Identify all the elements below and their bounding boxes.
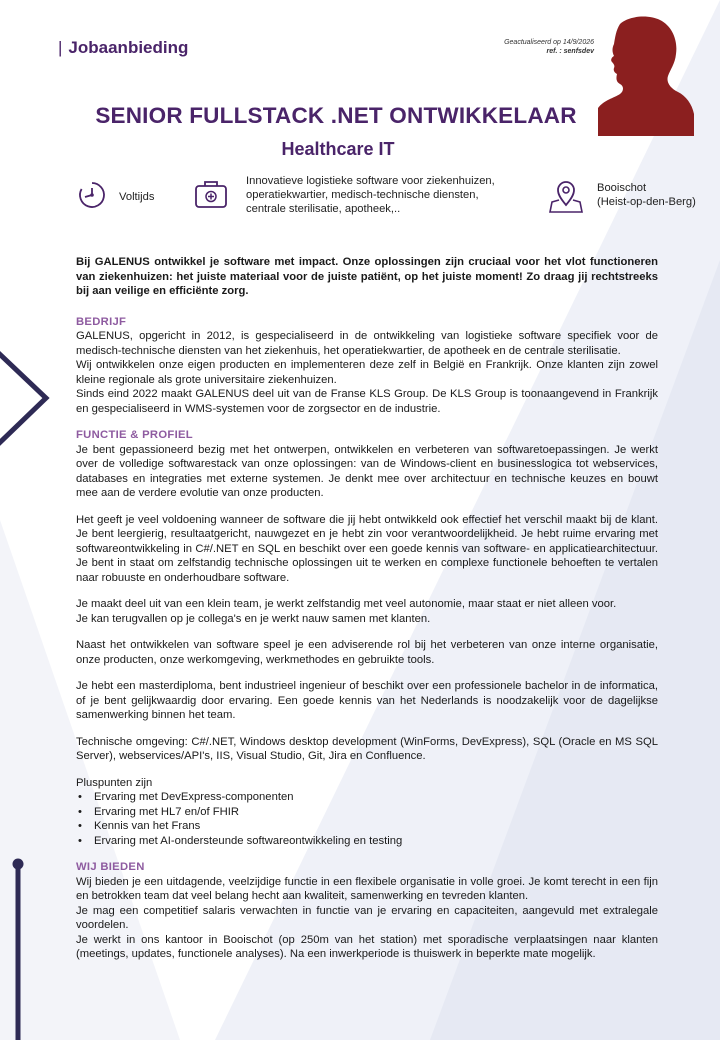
offer-paragraph-2: Je mag een competitief salaris verwachten in functie van je ervaring en capaciteiten, aangevuld met extralegale voordelen.: [76, 904, 658, 931]
profile-paragraph-4: Naast het ontwikkelen van software speel je een adviserende rol bij het verbeteren van onze interne organisatie, onze producten, onze werkomgeving, werkmethodes en gebruikte tools.: [76, 639, 658, 666]
map-pin-icon: [548, 178, 584, 214]
chevron-line-decoration: [0, 345, 46, 452]
clock-icon: [77, 180, 107, 210]
list-item: • Ervaring met DevExpress-componenten: [76, 790, 658, 805]
feature-location-line-2: (Heist-op-den-Berg): [597, 196, 696, 208]
offer-paragraph-1: Wij bieden je een uitdagende, veelzijdige functie in een flexibele organisatie in volle groei. Je komt terecht in een fijn en betrokken team dat veel belang hecht aan kwaliteit, samenwerking en tevreden klanten.: [76, 875, 658, 902]
reference-code: ref. : senfsdev: [546, 48, 594, 55]
profile-paragraph-6: Technische omgeving: C#/.NET, Windows desktop development (WinForms, DevExpress), SQL (Oracle en MS SQL Server), webservices/API's, IIS, Visual Studio, Git, Jira en Confluence.: [76, 735, 658, 762]
job-description: [76, 255, 658, 962]
plus-points-intro: Pluspunten zijn: [76, 776, 153, 789]
medical-kit-icon: [193, 178, 229, 210]
section-heading-profile: FUNCTIE & PROFIEL: [76, 429, 193, 441]
feature-domain-line-1: Innovatieve logistieke software voor ziekenhuizen,: [246, 175, 495, 187]
feature-domain-line-2: operatiekwartier, medisch-technische diensten,: [246, 189, 479, 201]
updated-date: Geactualiseerd op 14/9/2026: [504, 39, 594, 46]
profile-paragraph-3b: Je kan terugvallen op je collega's en je werkt nauw samen met klanten.: [76, 612, 431, 625]
feature-domain: [246, 174, 495, 216]
company-paragraph-1: GALENUS, opgericht in 2012, is gespecialiseerd in de ontwikkeling van logistieke software specifiek voor de medisch-technische diensten van het ziekenhuis, het operatiekwartier, de apotheek en de centrale sterilisatie.: [76, 330, 658, 357]
plus-points-list: [76, 790, 658, 848]
feature-location: [597, 181, 696, 209]
company-paragraph-3: Sinds eind 2022 maakt GALENUS deel uit van de Franse KLS Group. De KLS Group is toonaangevend in Frankrijk en gespecialiseerd in WMS-systemen voor de zorgsector en de industrie.: [76, 388, 658, 415]
update-info: [470, 38, 594, 56]
profile-paragraph-5: Je hebt een masterdiploma, bent industrieel ingenieur of beschikt over een professionele bachelor in de informatica, of je bent gelijkwaardig door ervaring. Een goede kennis van het Nederlands is noodzakelijk voor de dagelijkse samenwerking binnen het team.: [76, 680, 658, 721]
profile-paragraph-1: Je bent gepassioneerd bezig met het ontwerpen, ontwikkelen en verbeteren van softwaretoepassingen. Je werkt over de volledige softwarestack van onze oplossingen: van de Windows-client en businesslogica tot webservices, databases en integraties met externe systemen. Je denkt mee over architectuur en technische keuzes en bouwt mee aan de verdere evolutie van onze producten.: [76, 443, 658, 499]
dot-decoration: [13, 859, 24, 870]
feature-hours: Voltijds: [119, 191, 155, 203]
feature-location-line-1: Booischot: [597, 182, 647, 194]
offer-paragraph-3: Je werkt in ons kantoor in Booischot (op 250m van het station) met sporadische verplaatsingen naar klanten (meetings, updates, functionele analyses). Na een inwerkperiode is thuiswerk in beperkte mate mogelijk.: [76, 933, 658, 960]
list-item: • Ervaring met HL7 en/of FHIR: [76, 805, 658, 820]
job-subtitle: Healthcare IT: [281, 139, 395, 159]
section-heading-company: BEDRIJF: [76, 315, 127, 328]
list-item: • Ervaring met AI-ondersteunde softwareontwikkeling en testing: [76, 834, 658, 849]
job-title: SENIOR FULLSTACK .NET ONTWIKKELAAR: [95, 103, 577, 128]
list-item: • Kennis van het Frans: [76, 819, 658, 834]
intro-paragraph: Bij GALENUS ontwikkel je software met impact. Onze oplossingen zijn cruciaal voor het vlot functioneren van ziekenhuizen: het juiste materiaal voor de juiste patiënt, op het juiste moment! Zo draag jij rechtstreeks bij aan veilige en efficiënte zorg.: [76, 256, 658, 297]
profile-paragraph-2: Het geeft je veel voldoening wanneer de software die jij hebt ontwikkeld ook effectief het verschil maakt bij de klant. Je bent leergierig, resultaatgericht, nauwgezet en je hebt zin voor verantwoordelijkheid. Je hebt ruime ervaring met softwareontwikkeling in C#/.NET en SQL en beschikt over een goede kennis van software- en applicatiearchitectuur. Je bent in staat om zelfstandig technische oplossingen uit te werken en complexe functionele behoeften te vertalen naar robuuste en onderhoudbare software.: [76, 513, 658, 584]
section-heading-offer: WIJ BIEDEN: [76, 861, 145, 873]
feature-domain-line-3: centrale sterilisatie, apotheek,..: [246, 203, 401, 215]
company-paragraph-2: Wij ontwikkelen onze eigen producten en implementeren deze zelf in België en Frankrijk. Onze klanten zijn zowel kleine regionale als grote universitaire ziekenhuizen.: [76, 359, 658, 386]
profile-paragraph-3a: Je maakt deel uit van een klein team, je werkt zelfstandig met veel autonomie, maar staat er niet alleen voor.: [76, 598, 617, 610]
document-label: | Jobaanbieding: [58, 38, 189, 57]
